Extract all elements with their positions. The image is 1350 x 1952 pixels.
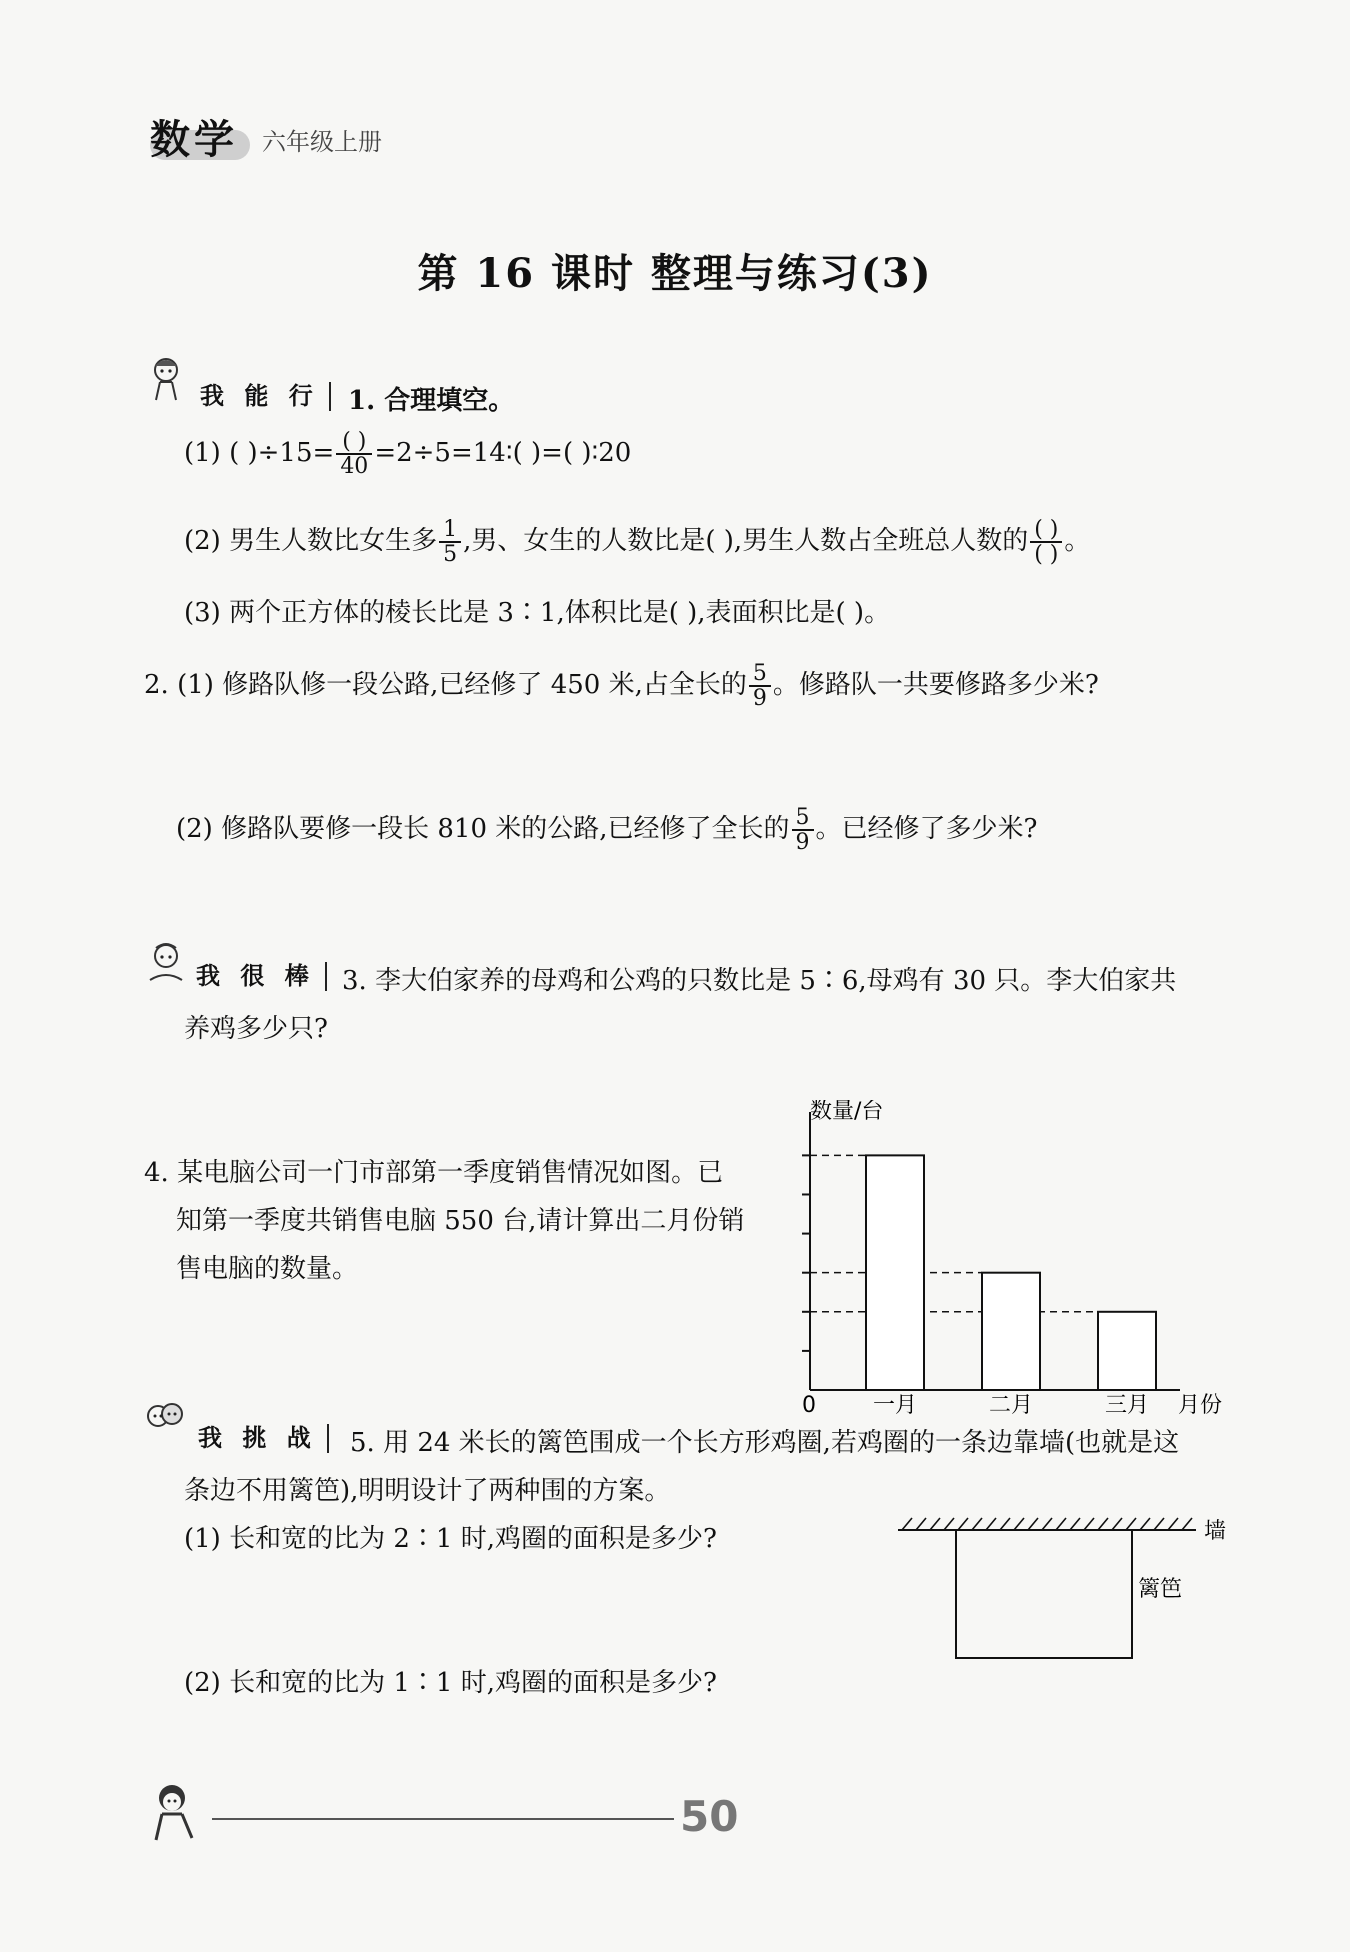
chart-bar-1	[866, 1155, 924, 1390]
fraction-numerator: 5	[792, 806, 814, 831]
wall-hatch-mark	[1112, 1518, 1122, 1530]
q3-line2: 养鸡多少只?	[184, 1014, 328, 1044]
q1-part1-text-b: =2÷5=14∶( )=( )∶20	[374, 438, 632, 469]
q2-part1-text-b: 。修路队一共要修路多少米?	[772, 670, 1099, 701]
section-badge-2: 我 很 棒	[196, 962, 327, 991]
wall-hatch-mark	[1084, 1518, 1094, 1530]
chart-bar-2	[982, 1273, 1040, 1390]
q2-part2-text-a: (2) 修路队要修一段长 810 米的公路,已经修了全长的	[176, 814, 790, 845]
chart-dashed-lines	[810, 1155, 1098, 1311]
chart-category-label-3: 三月	[1104, 1393, 1150, 1418]
q1-part1-text-a: (1) ( )÷15=	[184, 438, 335, 469]
fraction-numerator: ( )	[1030, 518, 1062, 543]
chart-origin-label: 0	[802, 1393, 816, 1418]
page-title: 第 16 课时 整理与练习(3)	[417, 250, 933, 297]
wall-hatch-mark	[1182, 1518, 1192, 1530]
footer-mascot-icon	[148, 1780, 208, 1846]
wall-hatch-mark	[1042, 1518, 1052, 1530]
wall-hatch-mark	[944, 1518, 954, 1530]
wall-hatch-mark	[986, 1518, 996, 1530]
q4-line3: 售电脑的数量。	[176, 1254, 359, 1284]
q1-part3: (3) 两个正方体的棱长比是 3∶1,体积比是( ),表面积比是( )。	[184, 598, 891, 628]
q2-part1	[144, 662, 1099, 710]
q2-part2-text-b: 。已经修了多少米?	[815, 814, 1038, 845]
q1-part1	[184, 430, 631, 478]
wall-hatch-mark	[1098, 1518, 1108, 1530]
wall-hatch-mark	[1000, 1518, 1010, 1530]
chart-bar-3	[1098, 1312, 1156, 1390]
q1-part1-fraction	[336, 430, 372, 478]
chart-category-labels	[873, 1393, 1149, 1418]
wall-hatch-mark	[1154, 1518, 1164, 1530]
fraction-denominator: 40	[340, 454, 369, 480]
q2-part2	[176, 806, 1037, 854]
section-badge-3: 我 挑 战	[198, 1424, 329, 1453]
fraction-denominator: 5	[443, 542, 458, 568]
q2-part1-text-a: 2. (1) 修路队修一段公路,已经修了 450 米,占全长的	[144, 670, 747, 701]
q4-line1: 4. 某电脑公司一门市部第一季度销售情况如图。已	[144, 1158, 724, 1188]
q1-part2-text-b: ,男、女生的人数比是( ),男生人数占全班总人数的	[463, 526, 1029, 557]
chart-category-label-1: 一月	[872, 1393, 918, 1418]
sales-bar-chart	[790, 1100, 1250, 1430]
fraction-denominator: ( )	[1034, 542, 1059, 568]
wall-hatch-mark	[1014, 1518, 1024, 1530]
mascot-girl-icon	[146, 356, 186, 402]
wall-hatch-mark	[1140, 1518, 1150, 1530]
mascot-kid-icon	[146, 940, 186, 986]
wall-hatch-mark	[916, 1518, 926, 1530]
page-number: 50	[680, 1792, 739, 1841]
q5-line1: 5. 用 24 米长的篱笆围成一个长方形鸡圈,若鸡圈的一条边靠墙(也就是这	[350, 1428, 1180, 1458]
q1-part2	[184, 518, 1090, 566]
wall-hatch-mark	[972, 1518, 982, 1530]
fence-rectangle	[956, 1530, 1132, 1658]
wall-hatch-mark	[958, 1518, 968, 1530]
q1-part2-blank-fraction	[1030, 518, 1062, 566]
header-grade: 六年级上册	[262, 128, 382, 156]
footer-rule	[212, 1818, 674, 1820]
q1-part2-fraction	[439, 518, 461, 566]
q1-label: 1. 合理填空。	[348, 386, 515, 416]
q3-line1: 3. 李大伯家养的母鸡和公鸡的只数比是 5∶6,母鸡有 30 只。李大伯家共	[342, 966, 1177, 996]
wall-hatch-mark	[930, 1518, 940, 1530]
chart-bars	[866, 1155, 1156, 1390]
mascot-two-kids-icon	[144, 1398, 184, 1444]
q5-line2: 条边不用篱笆),明明设计了两种围的方案。	[184, 1476, 671, 1506]
chart-y-ticks	[802, 1155, 810, 1351]
chart-ylabel: 数量/台	[810, 1100, 884, 1124]
q4-line2: 知第一季度共销售电脑 550 台,请计算出二月份销	[176, 1206, 745, 1236]
wall-hatch-mark	[902, 1518, 912, 1530]
fraction-numerator: ( )	[336, 430, 372, 455]
section-badge-1: 我 能 行	[200, 382, 331, 411]
chart-category-label-2: 二月	[988, 1393, 1034, 1418]
chart-xlabel: 月份	[1178, 1393, 1223, 1418]
q2-part2-fraction	[792, 806, 814, 854]
fraction-numerator: 5	[749, 662, 771, 687]
wall-label: 墙	[1204, 1519, 1227, 1544]
q2-part1-fraction	[749, 662, 771, 710]
wall-fence-diagram	[890, 1508, 1240, 1668]
wall-hatch-mark	[1168, 1518, 1178, 1530]
q1-part2-text-a: (2) 男生人数比女生多	[184, 526, 438, 557]
fraction-numerator: 1	[439, 518, 461, 543]
wall-hatching	[902, 1518, 1192, 1530]
wall-hatch-mark	[1070, 1518, 1080, 1530]
fence-label: 篱笆	[1138, 1577, 1183, 1602]
q5-part1: (1) 长和宽的比为 2∶1 时,鸡圈的面积是多少?	[184, 1524, 717, 1554]
wall-hatch-mark	[1028, 1518, 1038, 1530]
fraction-denominator: 9	[752, 686, 767, 712]
q5-part2: (2) 长和宽的比为 1∶1 时,鸡圈的面积是多少?	[184, 1668, 717, 1698]
wall-hatch-mark	[1056, 1518, 1066, 1530]
q1-part2-text-c: 。	[1064, 526, 1091, 557]
header-subject: 数学	[150, 117, 238, 163]
wall-hatch-mark	[1126, 1518, 1136, 1530]
fraction-denominator: 9	[795, 830, 810, 856]
